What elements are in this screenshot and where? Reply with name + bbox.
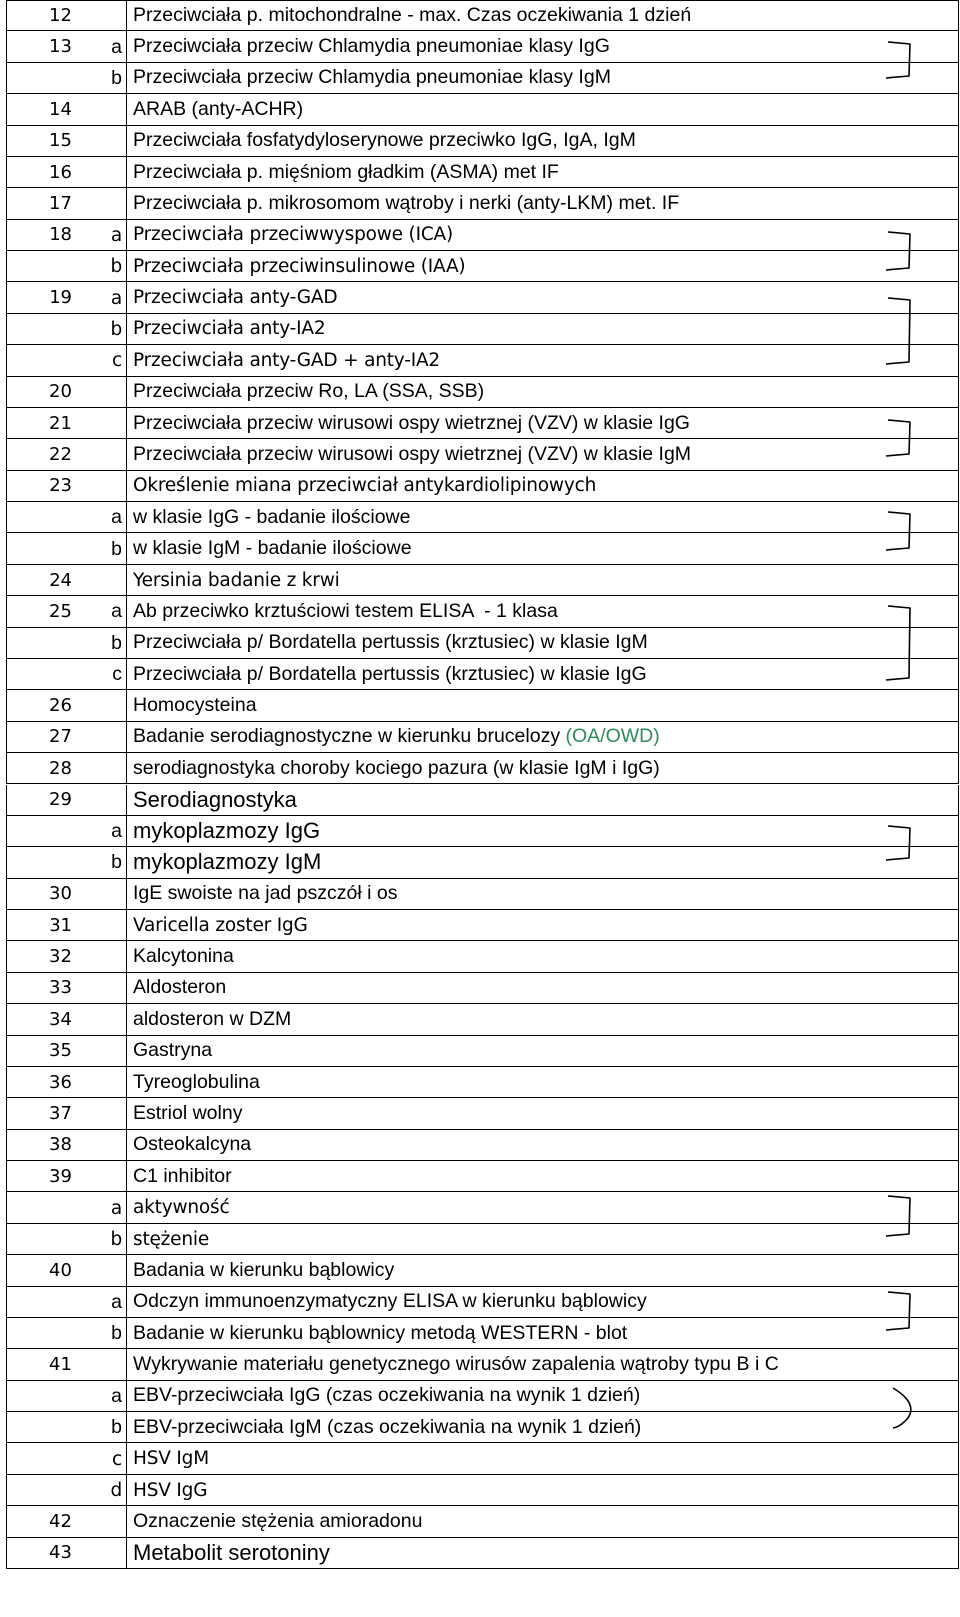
description-text: Przeciwciała przeciwwyspowe (ICA): [133, 224, 454, 246]
row-letter: b: [110, 318, 122, 340]
description-text: mykoplazmozy IgM: [133, 849, 322, 875]
highlight-text: (OA/OWD): [565, 725, 660, 748]
description-text: Przeciwciała przeciw Chlamydia pneumoniae klasy IgG: [133, 35, 610, 58]
description-text: ARAB (anty-ACHR): [133, 97, 304, 120]
row-number: 42: [6, 1506, 126, 1537]
row-number: 18: [6, 220, 126, 251]
description-text: mykoplazmozy IgG: [133, 818, 321, 844]
row-number: 17: [6, 188, 126, 219]
description-text: Badanie serodiagnostyczne w kierunku brucelozy: [133, 725, 566, 748]
description-text: Przeciwciała przeciw Chlamydia pneumoniae klasy IgM: [133, 66, 611, 89]
description-text: Przeciwciała p/ Bordatella pertussis (krztusiec) w klasie IgM: [133, 631, 648, 654]
description-text: Przeciwciała anty-GAD: [133, 287, 338, 309]
row-letter: a: [111, 600, 122, 623]
row-letter: b: [111, 1416, 122, 1439]
row-number: 28: [6, 753, 126, 784]
row-number: 29: [6, 785, 126, 816]
description-text: Ab przeciwko krztuściowi testem ELISA - 1 klasa: [133, 599, 558, 622]
row-number: 21: [6, 408, 126, 439]
description-text: Aldosteron: [133, 976, 227, 999]
description-text: Przeciwciała fosfatydyloserynowe przeciwko IgG, IgA, IgM: [133, 129, 636, 152]
description-text: stężenie: [133, 1228, 210, 1250]
description-text: Odczyn immunoenzymatyczny ELISA w kierunku bąblowicy: [133, 1290, 647, 1313]
row-letter: a: [110, 224, 122, 246]
description-text: HSV IgG: [133, 1479, 208, 1501]
description-text: Gastryna: [133, 1039, 213, 1062]
row-number: 34: [6, 1004, 126, 1035]
description-text: Serodiagnostyka: [133, 786, 297, 812]
description-text: Przeciwciała anty-IA2: [133, 318, 326, 340]
parenthesis-mark: [893, 1388, 911, 1428]
row-number: 27: [6, 722, 126, 753]
row-number: 16: [6, 157, 126, 188]
description-text: aktywność: [133, 1197, 230, 1219]
description-text: C1 inhibitor: [133, 1164, 232, 1187]
bracket-mark: [886, 1196, 910, 1236]
description-text: Przeciwciała przeciw wirusowi ospy wietrznej (VZV) w klasie IgG: [133, 411, 690, 434]
bracket-mark: [886, 1292, 910, 1330]
description-text: HSV IgM: [133, 1448, 209, 1470]
description-text: EBV-przeciwciała IgM (czas oczekiwania na wynik 1 dzień): [133, 1415, 642, 1438]
row-number: 41: [6, 1349, 126, 1380]
row-number: 39: [6, 1161, 126, 1192]
row-number: 31: [6, 910, 126, 941]
description-text: Przeciwciała przeciwinsulinowe (IAA): [133, 255, 466, 277]
row-letter: d: [110, 1480, 122, 1502]
description-text: Badanie w kierunku bąblownicy metodą WESTERN - blot: [133, 1321, 628, 1344]
row-letter: b: [110, 256, 122, 278]
row-number: 40: [6, 1255, 126, 1286]
description-text: serodiagnostyka choroby kociego pazura (w klasie IgM i IgG): [133, 756, 660, 779]
row-number: 33: [6, 973, 126, 1004]
description-text: Oznaczenie stężenia amioradonu: [133, 1509, 423, 1532]
description-text: w klasie IgG - badanie ilościowe: [133, 505, 411, 528]
description-text: Przeciwciała p. mięśniom gładkim (ASMA) met IF: [133, 160, 559, 183]
description-text: Przeciwciała p/ Bordatella pertussis (krztusiec) w klasie IgG: [133, 662, 647, 685]
bracket-mark: [886, 420, 910, 456]
description-text: Yersinia badanie z krwi: [133, 569, 340, 591]
bracket-mark: [886, 42, 910, 78]
row-number: 37: [6, 1098, 126, 1129]
description-text: Estriol wolny: [133, 1101, 243, 1124]
row-letter: c: [112, 350, 122, 372]
row-letter: a: [111, 35, 122, 58]
description-text: Kalcytonina: [133, 945, 234, 968]
row-number: 22: [6, 439, 126, 470]
row-letter: b: [111, 537, 122, 560]
bracket-mark: [886, 232, 910, 270]
row-letter: a: [111, 1384, 122, 1407]
description-text: Przeciwciała przeciw Ro, LA (SSA, SSB): [133, 380, 485, 403]
description-text: Wykrywanie materiału genetycznego wirusów zapalenia wątroby typu B i C: [133, 1353, 779, 1376]
row-number: 12: [6, 0, 126, 31]
row-letter: b: [111, 1322, 122, 1345]
description-text: Metabolit serotoniny: [133, 1539, 330, 1565]
row-letter: b: [111, 851, 122, 874]
row-number: 13: [6, 31, 126, 62]
description-text: Przeciwciała p. mitochondralne - max. Czas oczekiwania 1 dzień: [133, 4, 692, 27]
description-text: Tyreoglobulina: [133, 1070, 260, 1093]
row-number: 30: [6, 879, 126, 910]
description-text: aldosteron w DZM: [133, 1007, 292, 1030]
row-number: 38: [6, 1130, 126, 1161]
row-number: 36: [6, 1067, 126, 1098]
description-text: Badania w kierunku bąblowicy: [133, 1258, 395, 1281]
description-text: Osteokalcyna: [133, 1133, 252, 1156]
description-text: Przeciwciała anty-GAD + anty-IA2: [133, 349, 440, 371]
row-number: 43: [6, 1538, 126, 1569]
row-letter: c: [112, 1448, 122, 1470]
bracket-mark: [886, 298, 910, 364]
row-number: 15: [6, 126, 126, 157]
row-letter: a: [111, 1290, 122, 1313]
row-number: 25: [6, 596, 126, 627]
row-letter: a: [110, 1197, 122, 1219]
description-text: Homocysteina: [133, 694, 257, 717]
description-text: EBV-przeciwciała IgG (czas oczekiwania na wynik 1 dzień): [133, 1384, 641, 1407]
bracket-mark: [886, 606, 910, 680]
row-letter: b: [111, 66, 122, 89]
row-number: 19: [6, 282, 126, 313]
description-text: Przeciwciała przeciw wirusowi ospy wietrznej (VZV) w klasie IgM: [133, 443, 692, 465]
row-number: 32: [6, 941, 126, 972]
description-text: IgE swoiste na jad pszczół i os: [133, 882, 398, 905]
row-number: 24: [6, 565, 126, 596]
row-letter: a: [111, 820, 122, 843]
row-number: 23: [6, 471, 126, 502]
description-text: Przeciwciała p. mikrosomom wątroby i nerki (anty-LKM) met. IF: [133, 191, 680, 214]
row-letter: b: [111, 631, 122, 654]
description-text: Określenie miana przeciwciał antykardiolipinowych: [133, 475, 597, 497]
row-letter: a: [111, 506, 122, 529]
description-text: w klasie IgM - badanie ilościowe: [133, 537, 412, 560]
row-number: 35: [6, 1036, 126, 1067]
row-letter: c: [112, 663, 122, 686]
bracket-mark: [886, 512, 910, 550]
row-letter: b: [110, 1229, 122, 1250]
description-text: Varicella zoster IgG: [133, 914, 308, 936]
row-number: 20: [6, 377, 126, 408]
row-letter: a: [110, 287, 122, 309]
bracket-mark: [886, 826, 910, 860]
row-number: 26: [6, 690, 126, 721]
row-number: 14: [6, 94, 126, 125]
